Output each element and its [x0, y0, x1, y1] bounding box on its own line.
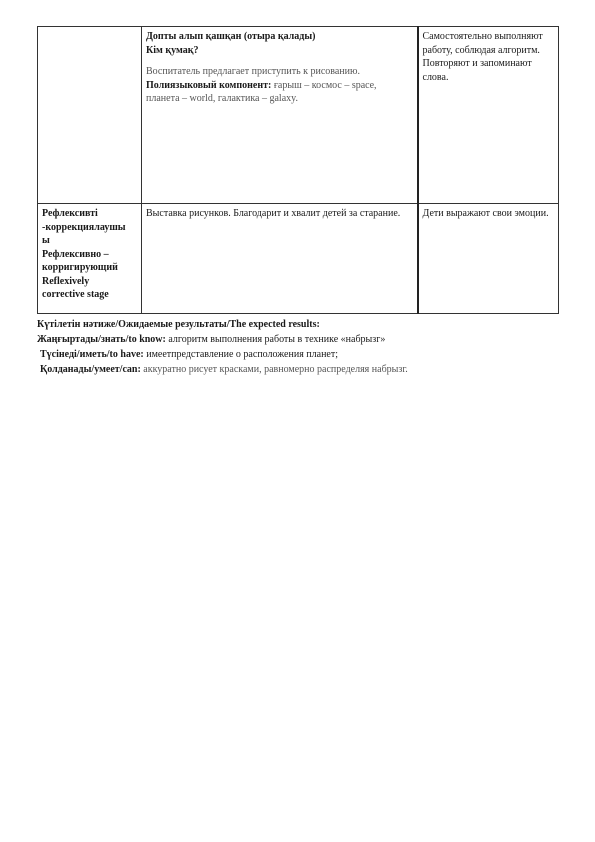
children-activity-cell: Самостоятельно выполняют работу, соблюдая алгоритм. Повторяют и запоминают слова. [418, 27, 559, 204]
stage-line: корригирующий [42, 262, 118, 273]
game-subtitle: Кім қумақ? [146, 44, 199, 56]
stage-line: Рефлексивті [42, 208, 98, 219]
can-text: аккуратно рисует красками, равномерно распределяя набрызг. [140, 364, 408, 375]
know-label: Жаңғыртады/знать/to know: [37, 334, 166, 345]
stage-line: ы [42, 235, 50, 246]
stage-name-cell [38, 204, 142, 314]
stage-cell-empty [38, 27, 142, 204]
have-text: имеетпредставление о расположения планет; [143, 349, 339, 360]
result-know [37, 332, 562, 347]
table-row [38, 27, 559, 204]
know-text: алгоритм выполнения работы в технике «набрызг» [165, 334, 386, 345]
polylingual-label: Полиязыковый компонент: [146, 79, 272, 91]
teacher-instruction: Воспитатель предлагает приступить к рисованию. [146, 66, 360, 77]
polylingual-component [146, 79, 413, 106]
teacher-activity-cell: Выставка рисунков. Благодарит и хвалит детей за старание. [142, 204, 418, 314]
children-activity-cell: Дети выражают свои эмоции. [418, 204, 559, 314]
game-title: Допты алып қашқан (отыра қалады) [146, 31, 316, 42]
results-heading: Күтілетін нәтиже/Ожидаемые результаты/The expected results: [37, 319, 320, 330]
result-can [37, 362, 562, 377]
result-have [37, 347, 562, 362]
have-label: Түсінеді/иметь/to have: [40, 349, 144, 360]
teacher-activity-cell [142, 27, 418, 204]
stage-line: Reflexively [42, 275, 90, 287]
can-label: Қолданады/умеет/can: [40, 364, 141, 375]
stage-line: -коррекциялаушы [42, 221, 126, 233]
stage-line: Рефлексивно – [42, 248, 109, 260]
stage-line: corrective stage [42, 289, 109, 300]
lesson-plan-table [37, 26, 559, 314]
table-row [38, 204, 559, 314]
polylingual-text: ғарыш – космос – space, планета – world, галактика – galaxy. [146, 79, 377, 104]
expected-results [37, 317, 562, 377]
